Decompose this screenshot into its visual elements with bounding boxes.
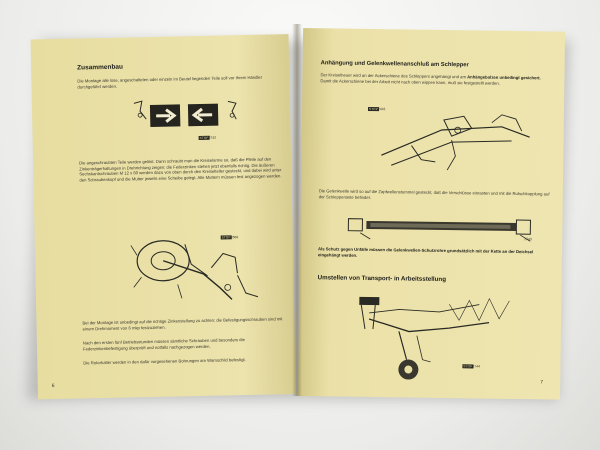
right-fig2-number: 2743 [524, 237, 532, 242]
left-page-number: 6 [51, 383, 55, 390]
right-page [298, 28, 565, 400]
right-fig1-number: 2441 [377, 107, 386, 112]
shaft-illustration [340, 207, 540, 246]
fig1-number: 2742 [208, 135, 217, 140]
rake-illustration [338, 289, 549, 392]
right-para1-part-c: Damit die Ackerschiene bei der Arbeit nicht nach oben wippen kann, muß sie festgestellt werden. [320, 77, 500, 86]
fig1-tag: STOP [199, 135, 209, 140]
right-fig1-tag: STOP [368, 106, 378, 112]
right-para1-part-a: Der Kreiselheuer wird an der Ackerschiene des Schleppers angehängt und am [320, 72, 467, 80]
fig2-number: 2669 [230, 235, 239, 240]
right-para1 [320, 72, 552, 86]
rotor-illustration [126, 213, 268, 308]
right-fig3-tag: STOP [463, 364, 473, 369]
right-section-title: Umstellen von Transport- in Arbeitsstellung [317, 274, 447, 284]
fig2-tag: STOP [221, 235, 231, 240]
right-fig3-number: 2744 [472, 364, 481, 369]
left-para2: Bei der Montage ist unbedingt auf die richtige Zinkenstellung zu achten; die Befestigungsschrauben sind mit einem Drehmoment von 6 mkp festzuziehen. [82, 316, 283, 332]
left-page [31, 34, 296, 399]
shaft-figure [340, 207, 540, 246]
left-page-title: Zusammenbau [77, 63, 124, 72]
right-para1-part-b: Anhängebolzen unbedingt gesichert. [467, 74, 541, 81]
right-page-title: Anhängung und Gelenkwellenanschluß am Schlepper [320, 60, 469, 69]
right-warning: Als Schutz gegen Unfälle müssen die Gelenkwellen-Schutzrohre grundsätzlich mit der Kette an der Deichsel eingehängt werden. [317, 246, 534, 258]
arrow-figure [128, 93, 245, 137]
left-para3: Nach den ersten fünf Betriebsstunden müssen sämtliche Schrauben und besonders die Federzinkenbefestigung überprüft und notfalls nachgezogen werden. [82, 337, 245, 352]
left-para4: Die Rotorhalter werden in den dafür vorgesehenen Bohrungen am Warnschild befestigt. [83, 357, 246, 366]
arrows-illustration [128, 93, 245, 137]
left-intro-text: Die Montage alle lose, angeschalteten oder einzeln im Beutel liegenden Teile soll vor Ihrem Händler durchgeführt werden. [77, 74, 263, 90]
right-page-number: 7 [540, 379, 544, 386]
booklet-spine [292, 24, 302, 396]
rotor-figure [126, 213, 268, 308]
right-para2: Die Gelenkwelle wird so auf die Zapfwellenstummel gesteckt, daß die Verschlüsse einrasten und mit die Rutschkupplung auf der Schlepperseite befindet. [318, 188, 550, 200]
left-para1: Die angeschraubten Teile werden gelöst. Dann schraubt man die Kreiselarme so, daß die Pfeile auf den Zinkenträgerhaltungen in Drehrichtung zeigen; die Federzinken stehen jetzt ebenfalls richtig. Die äußeren Sechskantschrauben M 12 x 80 werden dazu von oben durch den Kreiselteller gesteckt, und dabei wird unter den Schraubenkopf und die Mutter jeweils eine Scheibe gelegt. Alle Muttern müssen fest angezogen werden. [79, 156, 282, 183]
rake-figure [338, 289, 549, 392]
